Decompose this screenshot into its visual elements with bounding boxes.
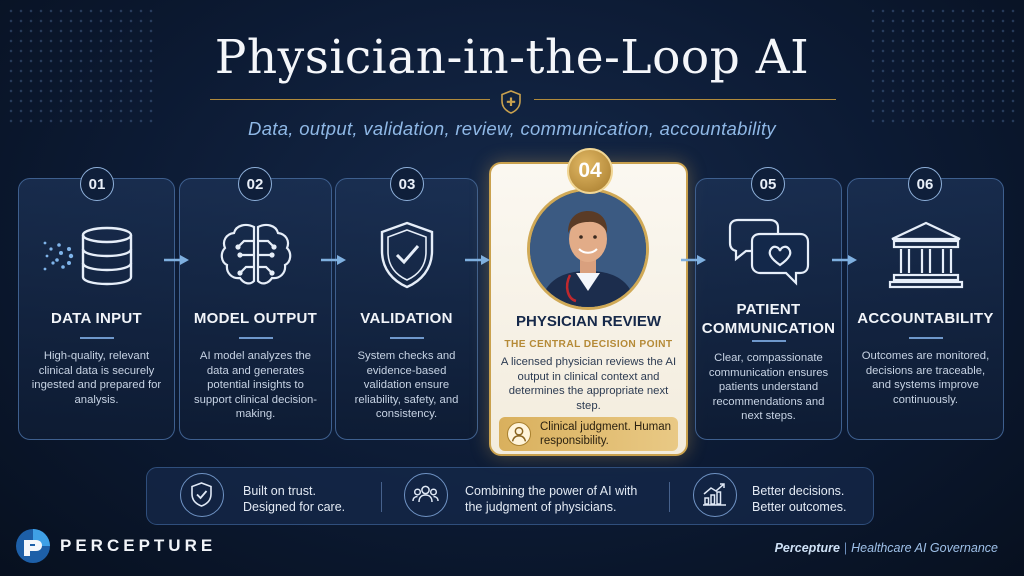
step-title: DATA INPUT (50, 310, 143, 327)
callout-text: Clinical judgment. Human responsibility. (540, 421, 672, 447)
step-card-data-input (18, 178, 175, 440)
step-card-patient-communication (695, 178, 842, 440)
step-number: 04 (567, 148, 613, 194)
step-title: MODEL OUTPUT (193, 310, 318, 327)
shield-check-icon (181, 474, 222, 515)
title-divider-left (210, 99, 490, 100)
arrow-icon (830, 253, 860, 267)
step-description: System checks and evidence-based validation ensure reliability, safety, and consistency. (354, 350, 459, 421)
page-title: Physician-in-the-Loop AI (214, 30, 810, 85)
step-description: Outcomes are monitored, decisions are traceable, and systems improve continuously. (861, 350, 990, 406)
divider (669, 482, 670, 512)
step-description: AI model analyzes the data and generates potential insights to support clinical decision-making. (193, 350, 318, 421)
divider (752, 340, 786, 342)
shield-plus-icon (498, 89, 524, 115)
banner-text: Built on trust. Designed for care. (243, 484, 346, 514)
step-card-accountability (847, 178, 1004, 440)
step-title: PHYSICIAN REVIEW (515, 313, 662, 330)
divider (909, 337, 943, 339)
chat-heart-icon (726, 217, 812, 287)
step-card-validation (335, 178, 478, 440)
database-icon (41, 223, 153, 289)
step-title: VALIDATION (360, 310, 453, 327)
arrow-icon (319, 253, 349, 267)
institution-icon (888, 219, 964, 289)
divider (381, 482, 382, 512)
banner-text: Better decisions. Better outcomes. (752, 484, 847, 514)
footer-tagline-text: Healthcare AI Governance (851, 541, 998, 555)
banner-icon-circle (693, 473, 737, 517)
step-number: 02 (238, 167, 272, 201)
shield-check-icon (376, 219, 438, 291)
step-subtitle: THE CENTRAL DECISION POINT (504, 339, 673, 350)
percepture-logo (14, 527, 52, 565)
divider (239, 337, 273, 339)
divider (390, 337, 424, 339)
growth-chart-icon (694, 474, 735, 515)
people-group-icon (405, 474, 446, 515)
step-title: PATIENT COMMUNICATION (701, 301, 836, 337)
step-description: A licensed physician reviews the AI output in clinical context and determines the appropriate next step. (500, 356, 677, 412)
step-number: 06 (908, 167, 942, 201)
page-subtitle: Data, output, validation, review, communication, accountability (248, 118, 776, 139)
footer-tagline (775, 541, 998, 555)
physician-portrait (527, 188, 649, 310)
arrow-icon (463, 253, 493, 267)
footer-separator: | (843, 541, 848, 555)
step-number: 05 (751, 167, 785, 201)
step-number: 01 (80, 167, 114, 201)
divider (80, 337, 114, 339)
step-number: 03 (390, 167, 424, 201)
title-divider-right (534, 99, 836, 100)
arrow-icon (162, 253, 192, 267)
person-icon (507, 422, 531, 446)
banner-text: Combining the power of AI with the judgment of physicians. (465, 484, 638, 514)
footer-brand: Percepture (774, 541, 840, 555)
step-title: ACCOUNTABILITY (857, 310, 994, 327)
brain-circuit-icon (218, 221, 294, 289)
step-description: High-quality, relevant clinical data is securely ingested and prepared for analysis. (31, 350, 162, 406)
banner-icon-circle (180, 473, 224, 517)
step-card-model-output (179, 178, 332, 440)
banner-icon-circle (404, 473, 448, 517)
step-description: Clear, compassionate communication ensures patients understand recommendations and next steps. (708, 352, 829, 423)
brand-name: PERCEPTURE (60, 536, 217, 555)
arrow-icon (679, 253, 709, 267)
